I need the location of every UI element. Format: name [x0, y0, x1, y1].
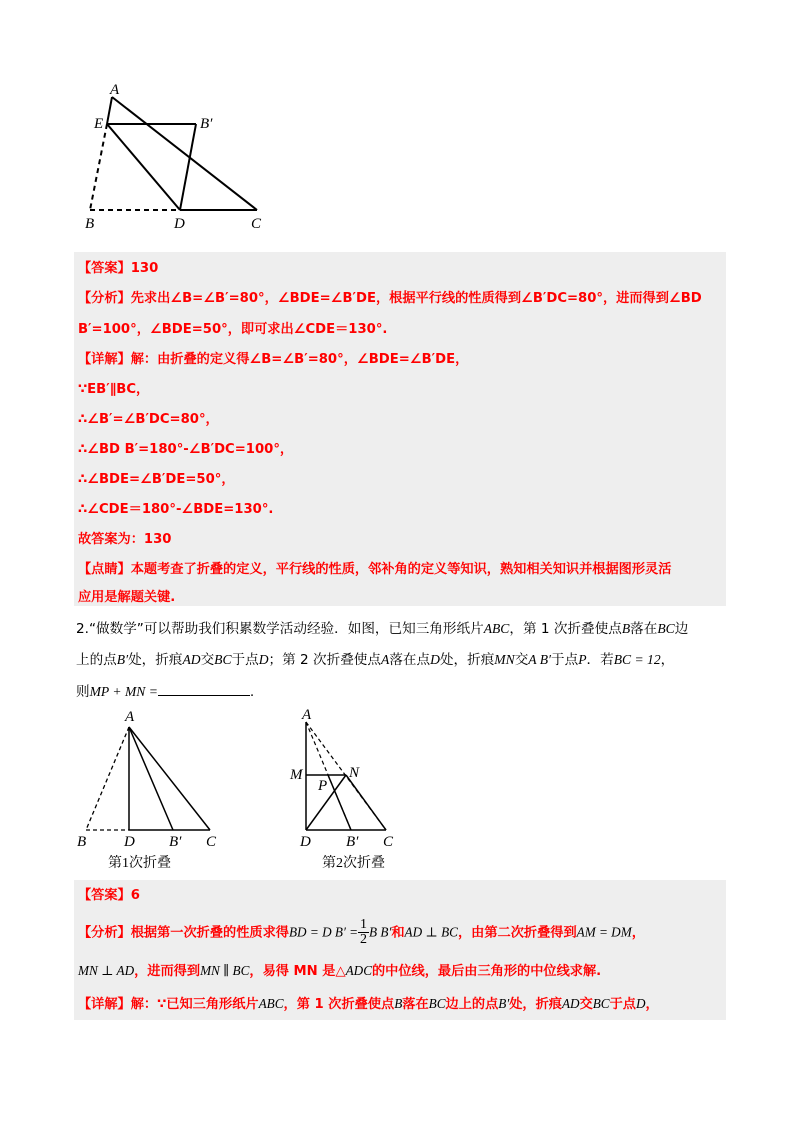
q2-line3: 则MP + MN = . [76, 684, 255, 700]
q2-analysis-line2: MN ⊥ AD，进而得到MN ∥ BC，易得 MN 是△ADC的中位线，最后由三角形的中位线求解. [78, 963, 602, 979]
segment-NC [346, 775, 386, 830]
label-A: A [125, 709, 135, 725]
q1-comment-line1: 【点睛】本题考查了折叠的定义，平行线的性质，邻补角的定义等知识，熟知相关知识并根据图形灵活 [78, 562, 672, 577]
q1-final-answer: 故答案为：130 [78, 532, 172, 547]
q1-analysis-line1: 【分析】先求出∠B=∠B′=80°，∠BDE=∠B′DE，根据平行线的性质得到∠B′DC=80°，进而得到∠BD [78, 291, 702, 306]
q2-detail-line1: 【详解】解：∵已知三角形纸片ABC，第 1 次折叠使点B落在BC边上的点B′处，折痕AD交BC于点D， [78, 996, 659, 1012]
figure-2-first-fold [70, 705, 230, 875]
answer-value: 6 [130, 888, 140, 903]
label-D: D [124, 834, 135, 850]
answer-value: 130 [130, 261, 159, 276]
label-Bp: B′ [200, 116, 213, 132]
q2-line2: 上的点B′处，折痕AD交BC于点D；第 2 次折叠使点A落在点D处，折痕MN交A B′于点P．若BC = 12， [76, 652, 675, 668]
figure-2-second-fold [282, 705, 422, 875]
label-A: A [110, 82, 120, 98]
analysis-tag: 【分析】 [78, 925, 131, 941]
q1-detail-line3: ∴∠B′=∠B′DC=80°， [78, 412, 219, 427]
answer-tag: 【答案】 [78, 888, 131, 903]
label-C: C [383, 834, 394, 850]
label-C: C [206, 834, 217, 850]
comment-tag: 【点睛】 [78, 562, 131, 577]
figure-1-fold-triangle [80, 80, 280, 235]
segment-AC [112, 97, 257, 210]
q2-solution-block [74, 880, 726, 1020]
label-P: P [318, 778, 328, 794]
analysis-tag: 【分析】 [78, 291, 131, 306]
label-E: E [94, 116, 104, 132]
caption-first-fold: 第1次折叠 [108, 856, 171, 871]
q1-comment-line2: 应用是解题关键. [78, 590, 176, 605]
detail-tag: 【详解】 [78, 352, 131, 367]
figure-1-svg [80, 80, 280, 235]
q2-analysis-line1: 【分析】根据第一次折叠的性质求得BD = D B′ = $\frac{1}{2}$ B B′和AD ⊥ BC，由第二次折叠得到AM = DM， [78, 917, 645, 947]
q1-answer [78, 257, 158, 276]
answer-tag: 【答案】 [78, 261, 131, 276]
q1-solution-block [74, 252, 726, 606]
label-M: M [290, 767, 303, 783]
figure-2-right-svg [282, 705, 422, 875]
dashed-AB [86, 727, 129, 830]
q2-line1: 2.“做数学”可以帮助我们积累数学活动经验．如图，已知三角形纸片ABC，第 1 次折叠使点B落在BC边 [76, 621, 689, 637]
q1-analysis-line2: B′=100°，∠BDE=50°，即可求出∠CDE＝130°. [78, 322, 388, 337]
caption-second-fold: 第2次折叠 [322, 856, 385, 871]
q1-detail-line5: ∴∠BDE=∠B′DE=50°， [78, 472, 235, 487]
detail-tag: 【详解】 [78, 997, 131, 1012]
q1-detail-line1: 【详解】解：由折叠的定义得∠B=∠B′=80°，∠BDE=∠B′DE， [78, 352, 469, 367]
q2-answer [78, 884, 140, 903]
q1-detail-line6: ∴∠CDE＝180°-∠BDE=130°. [78, 502, 274, 517]
label-C: C [251, 216, 262, 232]
segment-BpD [180, 124, 196, 210]
label-B: B [85, 216, 95, 232]
segment-AE [107, 97, 112, 124]
q1-detail-line4: ∴∠BD B′=180°-∠B′DC=100°， [78, 442, 294, 457]
segment-ABp [129, 727, 173, 830]
fraction-one-half: $\frac{1}{2}$ [360, 917, 368, 947]
label-A: A [302, 707, 312, 723]
label-Bp: B′ [346, 834, 359, 850]
figure-2-left-svg [70, 705, 230, 875]
label-B: B [77, 834, 87, 850]
label-D: D [174, 216, 185, 232]
segment-AC [129, 727, 210, 830]
q1-detail-line2: ∵EB′∥BC， [78, 382, 150, 397]
dashed-EB [90, 124, 107, 210]
label-Bp: B′ [169, 834, 182, 850]
answer-blank [158, 683, 250, 696]
label-D: D [300, 834, 311, 850]
segment-ED [107, 124, 180, 210]
label-N: N [349, 765, 360, 781]
